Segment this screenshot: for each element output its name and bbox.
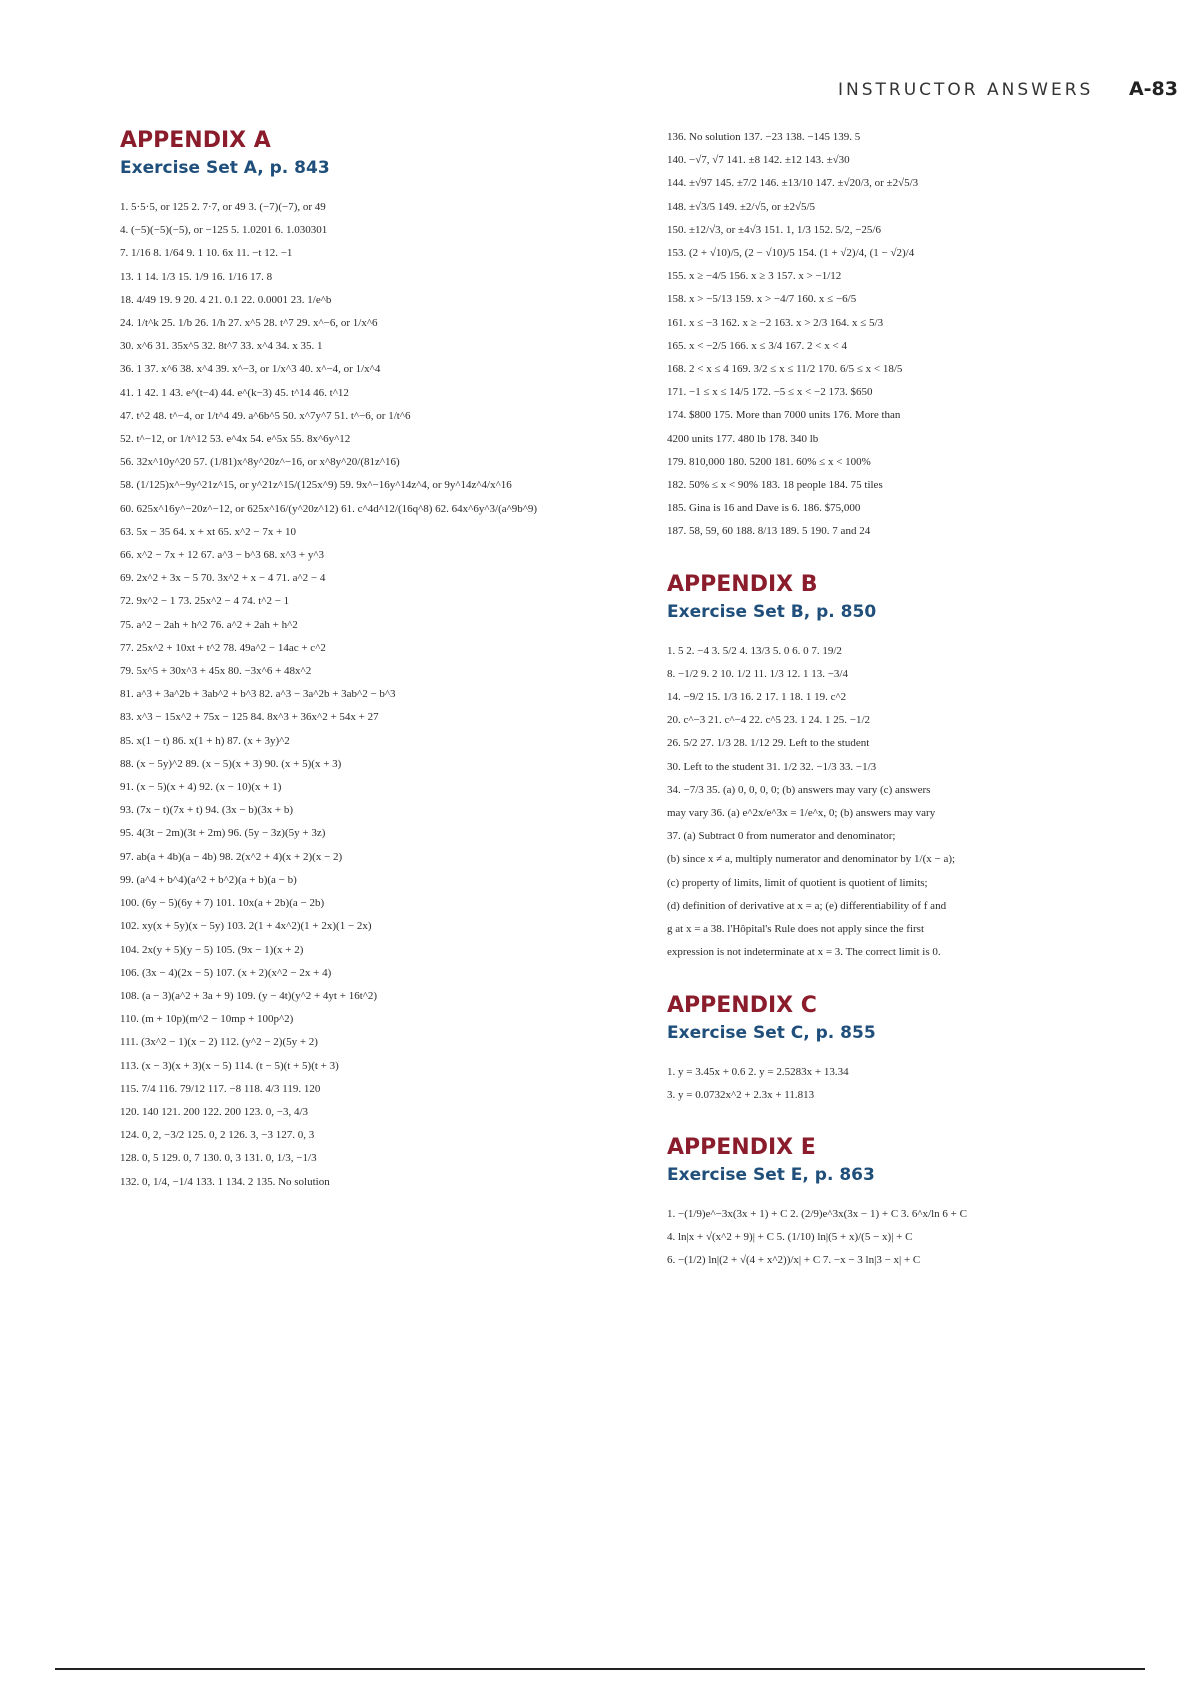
answer-line: 83. x^3 − 15x^2 + 75x − 125 84. 8x^3 + 36x^2 + 54x + 27 xyxy=(120,711,379,724)
answer-line: 85. x(1 − t) 86. x(1 + h) 87. (x + 3y)^2 xyxy=(120,734,290,747)
answer-line: 81. a^3 + 3a^2b + 3ab^2 + b^3 82. a^3 − 3a^2b + 3ab^2 − b^3 xyxy=(120,688,396,701)
appendix-a-answers xyxy=(120,196,640,1194)
appendix-e-answers xyxy=(667,1203,1187,1273)
answer-line: 63. 5x − 35 64. x + xt 65. x^2 − 7x + 10 xyxy=(120,525,297,538)
appendix-b-section xyxy=(667,570,1187,965)
answer-line: 4200 units 177. 480 lb 178. 340 lb xyxy=(667,432,819,445)
page-header xyxy=(838,80,1178,106)
appendix-c-answers xyxy=(667,1061,1187,1107)
answer-line: 30. Left to the student 31. 1/2 32. −1/3 33. −1/3 xyxy=(667,760,877,773)
appendix-e-section xyxy=(667,1133,1187,1273)
answer-line: expression is not indeterminate at x = 3. The correct limit is 0. xyxy=(667,946,941,959)
appendix-c-section xyxy=(667,991,1187,1107)
answer-line: 52. t^−12, or 1/t^12 53. e^4x 54. e^5x 55. 8x^6y^12 xyxy=(120,433,351,446)
answer-line: 106. (3x − 4)(2x − 5) 107. (x + 2)(x^2 − 2x + 4) xyxy=(120,966,332,979)
answer-line: 60. 625x^16y^−20z^−12, or 625x^16/(y^20z^12) 61. c^4d^12/(16q^8) 62. 64x^6y^3/(a^9b^9) xyxy=(120,502,538,515)
running-header: INSTRUCTOR ANSWERS xyxy=(838,80,1094,100)
answer-line: 24. 1/t^k 25. 1/b 26. 1/h 27. x^5 28. t^7 29. x^−6, or 1/x^6 xyxy=(120,317,378,330)
answer-line: 14. −9/2 15. 1/3 16. 2 17. 1 18. 1 19. c^2 xyxy=(667,691,847,704)
answer-line: 77. 25x^2 + 10xt + t^2 78. 49a^2 − 14ac + c^2 xyxy=(120,641,326,654)
answer-line: 7. 1/16 8. 1/64 9. 1 10. 6x 11. −t 12. −1 xyxy=(120,247,293,260)
answer-line: 132. 0, 1/4, −1/4 133. 1 134. 2 135. No solution xyxy=(120,1175,330,1188)
exercise-set-c-title: Exercise Set C, p. 855 xyxy=(667,1022,876,1043)
footer-rule xyxy=(55,1668,1145,1670)
answer-line: 148. ±√3/5 149. ±2/√5, or ±2√5/5 xyxy=(667,200,816,213)
right-column xyxy=(667,126,1187,1299)
answer-line: 34. −7/3 35. (a) 0, 0, 0, 0; (b) answers may vary (c) answers xyxy=(667,783,931,796)
answer-line: 93. (7x − t)(7x + t) 94. (3x − b)(3x + b) xyxy=(120,804,293,817)
answer-line: (b) since x ≠ a, multiply numerator and denominator by 1/(x − a); xyxy=(667,853,956,866)
answer-line: 110. (m + 10p)(m^2 − 10mp + 100p^2) xyxy=(120,1013,294,1026)
answer-line: 153. (2 + √10)/5, (2 − √10)/5 154. (1 + √2)/4, (1 − √2)/4 xyxy=(667,247,915,260)
appendix-a-answers-continued xyxy=(667,126,1187,544)
answer-line: (d) definition of derivative at x = a; (e) differentiability of f and xyxy=(667,899,947,912)
answer-line: 58. (1/125)x^−9y^21z^15, or y^21z^15/(125x^9) 59. 9x^−16y^14z^4, or 9y^14z^4/x^16 xyxy=(120,479,512,492)
answer-line: 136. No solution 137. −23 138. −145 139. 5 xyxy=(667,131,861,143)
exercise-set-b-title: Exercise Set B, p. 850 xyxy=(667,601,877,622)
answer-line: 185. Gina is 16 and Dave is 6. 186. $75,000 xyxy=(667,502,861,515)
answer-line: 91. (x − 5)(x + 4) 92. (x − 10)(x + 1) xyxy=(120,781,282,794)
answer-line: 79. 5x^5 + 30x^3 + 45x 80. −3x^6 + 48x^2 xyxy=(120,665,312,678)
answer-line: 56. 32x^10y^20 57. (1/81)x^8y^20z^−16, or x^8y^20/(81z^16) xyxy=(120,456,400,469)
answer-line: 36. 1 37. x^6 38. x^4 39. x^−3, or 1/x^3 40. x^−4, or 1/x^4 xyxy=(120,363,381,376)
answer-line: 165. x < −2/5 166. x ≤ 3/4 167. 2 < x < 4 xyxy=(667,339,847,352)
page-number: A-83 xyxy=(1128,78,1178,100)
answer-line: 171. −1 ≤ x ≤ 14/5 172. −5 ≤ x < −2 173. $650 xyxy=(667,386,873,399)
answer-line: 128. 0, 5 129. 0, 7 130. 0, 3 131. 0, 1/3, −1/3 xyxy=(120,1152,317,1165)
answer-line: 144. ±√97 145. ±7/2 146. ±13/10 147. ±√20/3, or ±2√5/3 xyxy=(667,177,919,190)
answer-line: 75. a^2 − 2ah + h^2 76. a^2 + 2ah + h^2 xyxy=(120,618,298,631)
appendix-c-title: APPENDIX C xyxy=(667,992,817,1018)
answer-line: 20. c^−3 21. c^−4 22. c^5 23. 1 24. 1 25. −1/2 xyxy=(667,714,871,727)
answer-line: 18. 4/49 19. 9 20. 4 21. 0.1 22. 0.0001 23. 1/e^b xyxy=(120,293,332,306)
answer-line: 30. x^6 31. 35x^5 32. 8t^7 33. x^4 34. x 35. 1 xyxy=(120,340,323,353)
answer-line: 8. −1/2 9. 2 10. 1/2 11. 1/3 12. 1 13. −3/4 xyxy=(667,667,848,680)
answer-line: 158. x > −5/13 159. x > −4/7 160. x ≤ −6/5 xyxy=(667,293,857,306)
answer-line: 124. 0, 2, −3/2 125. 0, 2 126. 3, −3 127. 0, 3 xyxy=(120,1129,315,1142)
answer-line: 1. y = 3.45x + 0.6 2. y = 2.5283x + 13.34 xyxy=(667,1065,849,1078)
answer-line: 161. x ≤ −3 162. x ≥ −2 163. x > 2/3 164. x ≤ 5/3 xyxy=(667,316,884,329)
answer-line: g at x = a 38. l'Hôpital's Rule does not apply since the first xyxy=(667,923,925,936)
answer-line: 140. −√7, √7 141. ±8 142. ±12 143. ±√30 xyxy=(667,154,850,167)
answer-line: 104. 2x(y + 5)(y − 5) 105. (9x − 1)(x + 2) xyxy=(120,943,304,956)
answer-line: 120. 140 121. 200 122. 200 123. 0, −3, 4/3 xyxy=(120,1105,309,1118)
answer-line: (c) property of limits, limit of quotient is quotient of limits; xyxy=(667,876,928,889)
exercise-set-e-title: Exercise Set E, p. 863 xyxy=(667,1164,875,1185)
answer-line: 6. −(1/2) ln|(2 + √(4 + x^2))/x| + C 7. −x − 3 ln|3 − x| + C xyxy=(667,1254,921,1267)
appendix-b-answers xyxy=(667,640,1187,965)
answer-line: 26. 5/2 27. 1/3 28. 1/12 29. Left to the student xyxy=(667,737,870,750)
answer-line: 1. 5·5·5, or 125 2. 7·7, or 49 3. (−7)(−7), or 49 xyxy=(120,201,326,213)
appendix-a-title: APPENDIX A xyxy=(120,128,271,153)
answer-line: 168. 2 < x ≤ 4 169. 3/2 ≤ x ≤ 11/2 170. 6/5 ≤ x < 18/5 xyxy=(667,363,903,376)
answer-line: 88. (x − 5y)^2 89. (x − 5)(x + 3) 90. (x + 5)(x + 3) xyxy=(120,757,342,770)
answer-line: 155. x ≥ −4/5 156. x ≥ 3 157. x > −1/12 xyxy=(667,270,842,283)
answer-line: 174. $800 175. More than 7000 units 176. More than xyxy=(667,409,901,422)
answer-line: 37. (a) Subtract 0 from numerator and denominator; xyxy=(667,830,896,843)
answer-line: 115. 7/4 116. 79/12 117. −8 118. 4/3 119. 120 xyxy=(120,1082,321,1095)
answer-line: 1. 5 2. −4 3. 5/2 4. 13/3 5. 0 6. 0 7. 19/2 xyxy=(667,644,842,657)
left-column xyxy=(120,126,640,1194)
answer-line: 182. 50% ≤ x < 90% 183. 18 people 184. 75 tiles xyxy=(667,479,883,492)
answer-line: 4. (−5)(−5)(−5), or −125 5. 1.0201 6. 1.030301 xyxy=(120,224,328,237)
answer-line: 41. 1 42. 1 43. e^(t−4) 44. e^(k−3) 45. t^14 46. t^12 xyxy=(120,386,349,399)
answer-line: 179. 810,000 180. 5200 181. 60% ≤ x < 100% xyxy=(667,455,871,468)
answer-line: 47. t^2 48. t^−4, or 1/t^4 49. a^6b^5 50. x^7y^7 51. t^−6, or 1/t^6 xyxy=(120,409,411,422)
answer-line: 187. 58, 59, 60 188. 8/13 189. 5 190. 7 and 24 xyxy=(667,525,871,538)
answer-line: may vary 36. (a) e^2x/e^3x = 1/e^x, 0; (b) answers may vary xyxy=(667,807,936,820)
answer-line: 4. ln|x + √(x^2 + 9)| + C 5. (1/10) ln|(5 + x)/(5 − x)| + C xyxy=(667,1231,913,1244)
exercise-set-a-title: Exercise Set A, p. 843 xyxy=(120,158,330,178)
answer-line: 97. ab(a + 4b)(a − 4b) 98. 2(x^2 + 4)(x + 2)(x − 2) xyxy=(120,850,343,863)
appendix-b-title: APPENDIX B xyxy=(667,571,818,597)
answer-line: 100. (6y − 5)(6y + 7) 101. 10x(a + 2b)(a − 2b) xyxy=(120,897,325,910)
answer-line: 150. ±12/√3, or ±4√3 151. 1, 1/3 152. 5/2, −25/6 xyxy=(667,223,881,236)
answer-line: 3. y = 0.0732x^2 + 2.3x + 11.813 xyxy=(667,1088,815,1101)
answer-line: 95. 4(3t − 2m)(3t + 2m) 96. (5y − 3z)(5y + 3z) xyxy=(120,827,326,840)
answer-line: 1. −(1/9)e^−3x(3x + 1) + C 2. (2/9)e^3x(3x − 1) + C 3. 6^x/ln 6 + C xyxy=(667,1207,967,1220)
answer-line: 13. 1 14. 1/3 15. 1/9 16. 1/16 17. 8 xyxy=(120,270,273,283)
answer-line: 102. xy(x + 5y)(x − 5y) 103. 2(1 + 4x^2)(1 + 2x)(1 − 2x) xyxy=(120,920,372,933)
appendix-e-title: APPENDIX E xyxy=(667,1134,816,1160)
answer-line: 69. 2x^2 + 3x − 5 70. 3x^2 + x − 4 71. a^2 − 4 xyxy=(120,572,326,585)
answer-line: 99. (a^4 + b^4)(a^2 + b^2)(a + b)(a − b) xyxy=(120,873,297,886)
answer-line: 72. 9x^2 − 1 73. 25x^2 − 4 74. t^2 − 1 xyxy=(120,595,290,608)
answer-line: 108. (a − 3)(a^2 + 3a + 9) 109. (y − 4t)(y^2 + 4yt + 16t^2) xyxy=(120,989,378,1002)
answer-line: 111. (3x^2 − 1)(x − 2) 112. (y^2 − 2)(5y + 2) xyxy=(120,1036,318,1049)
answer-line: 113. (x − 3)(x + 3)(x − 5) 114. (t − 5)(t + 5)(t + 3) xyxy=(120,1059,339,1072)
answer-line: 66. x^2 − 7x + 12 67. a^3 − b^3 68. x^3 + y^3 xyxy=(120,549,325,562)
